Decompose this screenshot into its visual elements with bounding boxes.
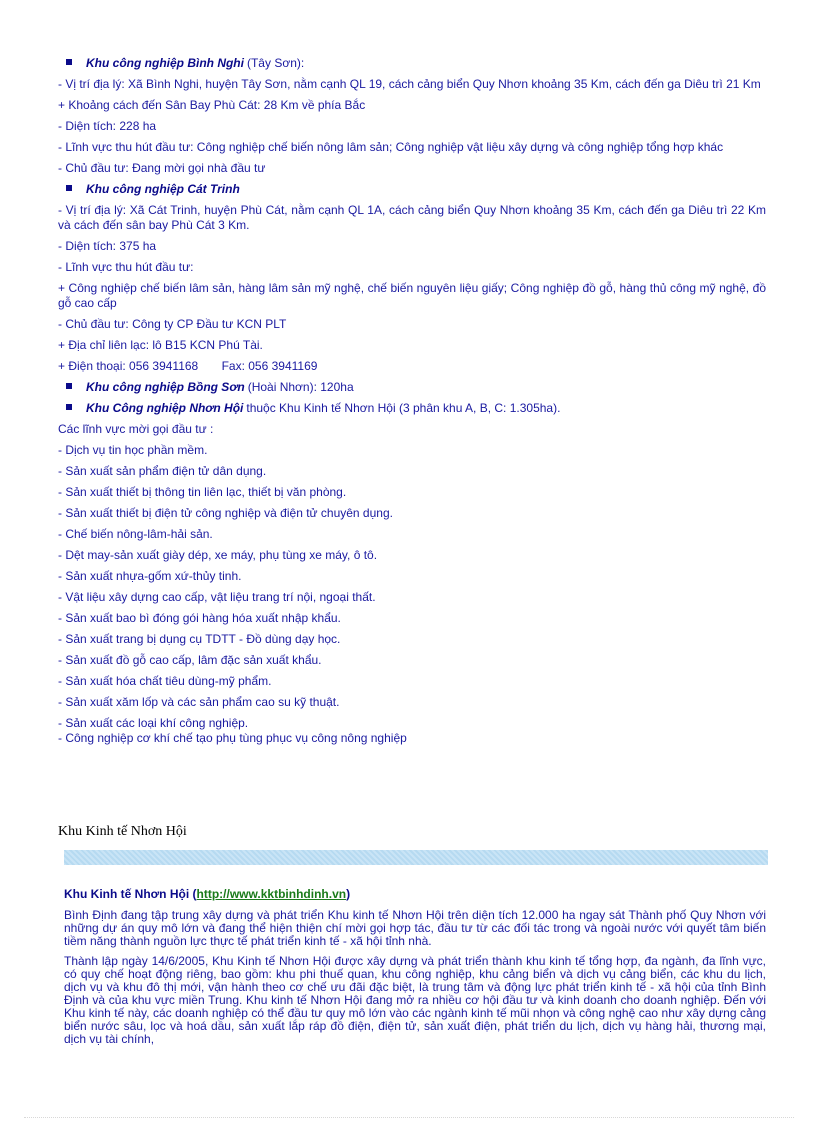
investment-list	[58, 443, 766, 746]
list-item: - Vật liệu xây dựng cao cấp, vật liệu trang trí nội, ngoại thất.	[58, 590, 376, 604]
zone-detail-line: - Vị trí địa lý: Xã Cát Trinh, huyện Phù Cát, nằm cạnh QL 1A, cách cảng biển Quy Nhơn khoảng 35 Km, cách đến ga Diêu trì 22 Km và cách đến sân bay Phù Cát 3 Km.	[58, 203, 766, 232]
zone-detail-line: + Công nghiệp chế biến lâm sản, hàng lâm sản mỹ nghệ, chế biến nguyên liệu giấy; Công nghiệp đồ gỗ, hàng thủ công mỹ nghệ, đồ gỗ cao cấp	[58, 281, 766, 310]
list-item: - Dịch vụ tin học phần mềm.	[58, 443, 208, 457]
article-paragraph: Thành lập ngày 14/6/2005, Khu Kinh tế Nhơn Hội được xây dựng và phát triển thành khu kinh tế tổng hợp, đa ngành, đa lĩnh vực, có quy chế hoạt động riêng, bao gồm: khu phi thuế quan, khu công nghiệp, khu cảng biển và dịch vụ cảng biển, các khu du lịch, dịch vụ và khu đô thị mới, vận hành theo cơ chế ưu đãi đặc biệt, là trung tâm và động lực phát triển kinh tế - xã hội của tỉnh Bình Định và của khu vực miền Trung. Khu kinh tế Nhơn Hội đang mở ra nhiều cơ hội đầu tư và kinh doanh cho doanh nghiệp. Đến với Khu kinh tế này, các doanh nghiệp có thể đầu tư quy mô lớn vào các ngành kinh tế mũi nhọn và công nghệ cao như xây dựng cảng biển nước sâu, lọc và hoá dầu, sản xuất lắp ráp đồ điện, điện tử, sản xuất điện, phát triển du lịch, dịch vụ hàng hải, thương mại, dịch vụ tài chính,	[64, 954, 766, 1046]
zone-heading-binh-nghi	[66, 56, 766, 71]
square-bullet-icon	[66, 383, 72, 389]
square-bullet-icon	[66, 59, 72, 65]
decorative-band	[64, 850, 768, 865]
list-item: - Công nghiệp cơ khí chế tạo phụ tùng phục vụ công nông nghiệp	[58, 731, 407, 745]
square-bullet-icon	[66, 404, 72, 410]
zone-detail-line: - Lĩnh vực thu hút đầu tư: Công nghiệp chế biến nông lâm sản; Công nghiệp vật liệu xây dựng và công nghiệp tổng hợp khác	[58, 140, 724, 154]
zone-name: Khu công nghiệp Bình Nghi	[86, 56, 244, 70]
list-item: - Dệt may-sản xuất giày dép, xe máy, phụ tùng xe máy, ô tô.	[58, 548, 378, 562]
list-item: - Sản xuất nhựa-gốm xứ-thủy tinh.	[58, 569, 242, 583]
section-title: Khu Kinh tế Nhơn Hội	[58, 824, 187, 839]
article	[64, 888, 766, 1053]
zone-heading-cat-trinh	[66, 182, 766, 197]
zone-detail-line: + Khoảng cách đến Sân Bay Phù Cát: 28 Km về phía Bắc	[58, 98, 366, 112]
zone-contact-line: + Điện thoại: 056 3941168 Fax: 056 3941169	[58, 359, 318, 373]
zone-detail-line: + Địa chỉ liên lạc: lô B15 KCN Phú Tài.	[58, 338, 263, 352]
zone-detail-line: - Chủ đầu tư: Công ty CP Đầu tư KCN PLT	[58, 317, 287, 331]
document-body	[58, 56, 766, 746]
zone-heading-nhon-hoi	[66, 401, 766, 416]
list-item: - Sản xuất đồ gỗ cao cấp, lâm đặc sản xuất khẩu.	[58, 653, 322, 667]
zone-location: thuộc Khu Kinh tế Nhơn Hội (3 phân khu A, B, C: 1.305ha).	[246, 401, 561, 415]
article-title-row	[64, 888, 766, 901]
list-item: - Sản xuất trang bị dụng cụ TDTT - Đồ dùng dạy học.	[58, 632, 341, 646]
link-open-paren: (	[192, 887, 197, 901]
list-item: - Sản xuất sản phẩm điện tử dân dụng.	[58, 464, 267, 478]
square-bullet-icon	[66, 185, 72, 191]
list-item: - Sản xuất thiết bị thông tin liên lạc, thiết bị văn phòng.	[58, 485, 347, 499]
website-link[interactable]: http://www.kktbinhdinh.vn	[196, 887, 347, 901]
article-paragraph: Bình Định đang tập trung xây dựng và phát triển Khu kinh tế Nhơn Hội trên diện tích 12.000 ha ngay sát Thành phố Quy Nhơn với những dự án quy mô lớn và đang thể hiện thiện chí mời gọi hợp tác, đầu tư từ các đối tác trong và ngoài nước với quyết tâm biến tiềm năng thành nguồn lực thực tế phát triển kinh tế - xã hội tỉnh nhà.	[64, 908, 766, 948]
list-item: - Sản xuất bao bì đóng gói hàng hóa xuất nhập khẩu.	[58, 611, 341, 625]
investment-intro: Các lĩnh vực mời gọi đầu tư :	[58, 422, 214, 436]
zone-detail-line: - Lĩnh vực thu hút đầu tư:	[58, 260, 194, 274]
list-item: - Sản xuất thiết bị điện tử công nghiệp và điện tử chuyên dụng.	[58, 506, 393, 520]
link-close-paren: )	[346, 887, 351, 901]
list-item: - Sản xuất hóa chất tiêu dùng-mỹ phẩm.	[58, 674, 272, 688]
page-bottom-rule	[24, 1117, 794, 1118]
zone-name: Khu công nghiệp Bồng Sơn	[86, 380, 245, 394]
zone-detail-line: - Vị trí địa lý: Xã Bình Nghi, huyện Tây Sơn, nằm cạnh QL 19, cách cảng biển Quy Nhơn khoảng 35 Km, cách đến ga Diêu trì 21 Km	[58, 77, 761, 91]
zone-detail-line: - Diện tích: 375 ha	[58, 239, 157, 253]
zone-name: Khu công nghiệp Cát Trinh	[86, 182, 240, 196]
zone-detail-line: - Chủ đầu tư: Đang mời gọi nhà đầu tư	[58, 161, 266, 175]
list-item: - Chế biến nông-lâm-hải sản.	[58, 527, 213, 541]
list-item: - Sản xuất các loại khí công nghiệp.	[58, 716, 249, 730]
zone-location: (Hoài Nhơn): 120ha	[247, 380, 354, 394]
zone-location: (Tây Sơn):	[246, 56, 305, 70]
list-item: - Sản xuất xăm lốp và các sản phẩm cao su kỹ thuật.	[58, 695, 340, 709]
zone-heading-bong-son	[66, 380, 766, 395]
article-title: Khu Kinh tế Nhơn Hội	[64, 887, 190, 901]
zone-detail-line: - Diện tích: 228 ha	[58, 119, 157, 133]
zone-name: Khu Công nghiệp Nhơn Hội	[86, 401, 244, 415]
